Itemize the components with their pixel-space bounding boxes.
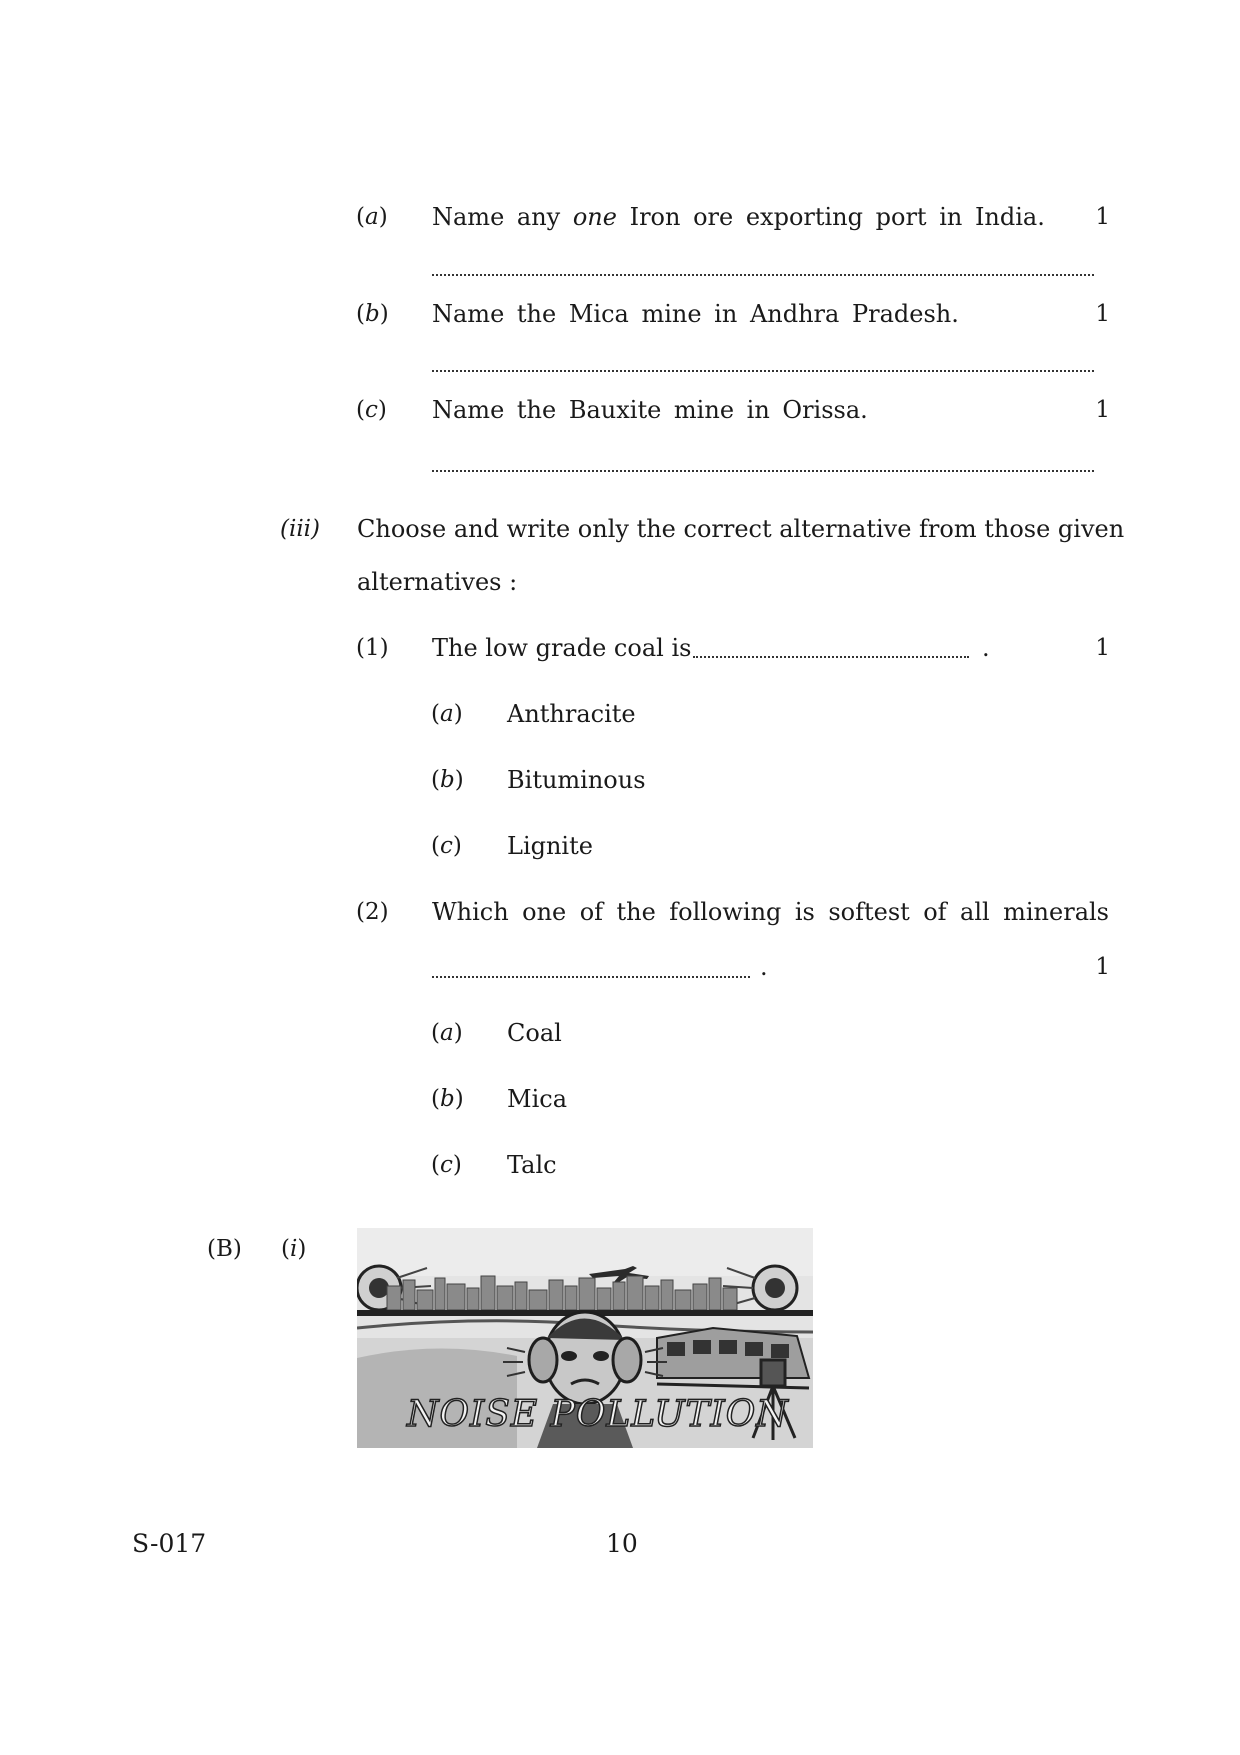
q1-option-a-label: (a) bbox=[431, 701, 463, 727]
q1-marks: 1 bbox=[1095, 635, 1110, 661]
q2-option-a-label: (a) bbox=[431, 1020, 463, 1046]
q1-blank[interactable] bbox=[693, 656, 969, 658]
item-c-label: (c) bbox=[356, 397, 387, 423]
section-iii-instruction-cont: alternatives : bbox=[357, 568, 518, 596]
section-b-label: (B) bbox=[207, 1236, 242, 1262]
section-b-sub-label: (i) bbox=[281, 1236, 307, 1262]
q1-option-c: Lignite bbox=[507, 832, 593, 860]
q1-option-b: Bituminous bbox=[507, 766, 646, 794]
q2-option-a: Coal bbox=[507, 1019, 562, 1047]
item-c-question: Name the Bauxite mine in Orissa. bbox=[432, 396, 868, 424]
section-iii-label: (iii) bbox=[280, 516, 321, 542]
q2-marks: 1 bbox=[1095, 954, 1110, 980]
q2-option-b-label: (b) bbox=[431, 1086, 464, 1112]
q1-question: The low grade coal is bbox=[432, 634, 692, 662]
q2-option-c-label: (c) bbox=[431, 1152, 462, 1178]
answer-line-b[interactable] bbox=[432, 370, 1094, 372]
figure-caption: NOISE POLLUTION bbox=[407, 1394, 789, 1435]
answer-line-c[interactable] bbox=[432, 470, 1094, 472]
q1-option-c-label: (c) bbox=[431, 833, 462, 859]
item-b-question: Name the Mica mine in Andhra Pradesh. bbox=[432, 300, 959, 328]
answer-line-a[interactable] bbox=[432, 274, 1094, 276]
noise-pollution-illustration bbox=[357, 1228, 813, 1448]
q1-period: . bbox=[982, 634, 990, 662]
q2-option-b: Mica bbox=[507, 1085, 567, 1113]
section-iii-instruction: Choose and write only the correct alternative from those given bbox=[357, 515, 1125, 543]
page-number: 10 bbox=[606, 1529, 638, 1558]
q2-period: . bbox=[760, 953, 768, 981]
item-a-label: (a) bbox=[356, 204, 388, 230]
item-a-marks: 1 bbox=[1095, 204, 1110, 230]
q2-blank[interactable] bbox=[432, 976, 750, 978]
q1-option-b-label: (b) bbox=[431, 767, 464, 793]
q1-label: (1) bbox=[356, 635, 389, 661]
item-a-question: Name any one Iron ore exporting port in India. bbox=[432, 203, 1045, 231]
item-c-marks: 1 bbox=[1095, 397, 1110, 423]
item-b-marks: 1 bbox=[1095, 301, 1110, 327]
q2-question: Which one of the following is softest of all minerals bbox=[432, 898, 1109, 926]
q1-option-a: Anthracite bbox=[507, 700, 636, 728]
q2-option-c: Talc bbox=[507, 1151, 557, 1179]
q2-label: (2) bbox=[356, 899, 389, 925]
paper-code: S-017 bbox=[132, 1529, 207, 1558]
item-b-label: (b) bbox=[356, 301, 389, 327]
